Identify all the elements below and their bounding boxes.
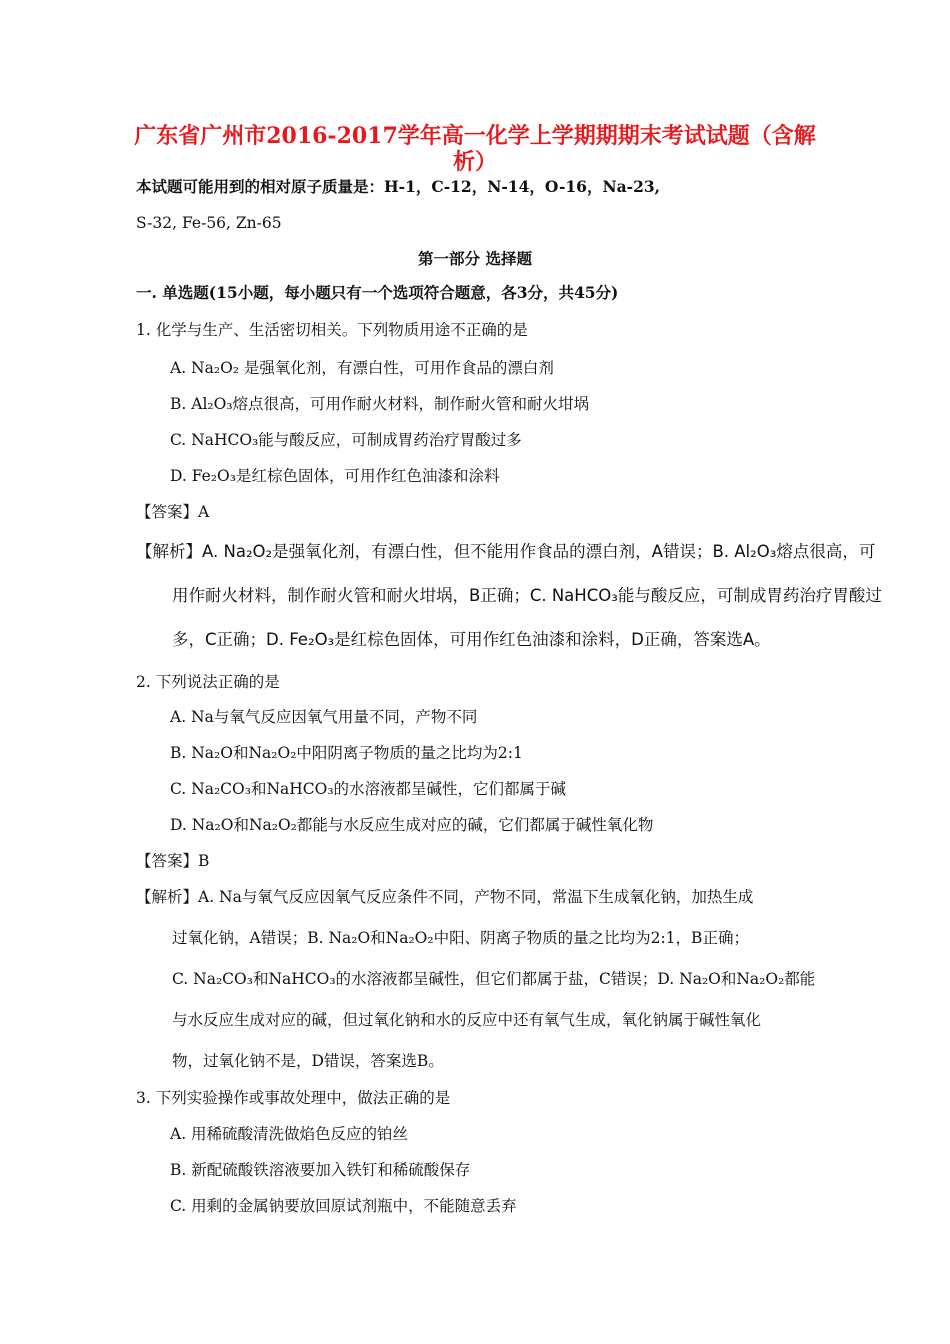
question-1-analysis-line-3: 多，C正确；D. Fe₂O₃是红棕色固体，可用作红色油漆和涂料，D正确，答案选A。 [172,630,771,649]
question-2-analysis-line-2: 过氧化钠，A错误；B. Na₂O和Na₂O₂中阳、阴离子物质的量之比均为2:1，B正确； [172,929,749,947]
question-1-option-c: C. NaHCO₃能与酸反应，可制成胃药治疗胃酸过多 [170,431,522,449]
question-2-answer: 【答案】B [136,852,210,870]
question-2-option-b: B. Na₂O和Na₂O₂中阳阴离子物质的量之比均为2:1 [170,744,523,762]
question-3-stem: 3. 下列实验操作或事故处理中，做法正确的是 [136,1089,451,1107]
atomic-mass-intro: 本试题可能用到的相对原子质量是：H-1，C-12，N-14，O-16，Na-23, [136,177,661,196]
question-2-analysis-line-5: 物，过氧化钠不是，D错误，答案选B。 [172,1052,444,1070]
question-3-option-b: B. 新配硫酸铁溶液要加入铁钉和稀硫酸保存 [170,1161,471,1179]
section-part-heading: 第一部分 选择题 [418,249,532,268]
question-1-analysis-line-1: 【解析】A. Na₂O₂是强氧化剂，有漂白性，但不能用作食品的漂白剂，A错误；B. Al₂O₃熔点很高，可 [136,542,876,561]
question-1-option-b: B. Al₂O₃熔点很高，可用作耐火材料，制作耐火管和耐火坩埚 [170,395,590,413]
question-1-stem: 1. 化学与生产、生活密切相关。下列物质用途不正确的是 [136,321,528,339]
question-1-analysis-line-2: 用作耐火材料，制作耐火管和耐火坩埚，B正确；C. NaHCO₃能与酸反应，可制成胃药治疗胃酸过 [172,586,882,605]
question-2-analysis-line-3: C. Na₂CO₃和NaHCO₃的水溶液都呈碱性，但它们都属于盐，C错误；D. Na₂O和Na₂O₂都能 [172,970,816,988]
question-2-option-d: D. Na₂O和Na₂O₂都能与水反应生成对应的碱，它们都属于碱性氧化物 [170,816,654,834]
question-2-option-a: A. Na与氧气反应因氧气用量不同，产物不同 [170,708,478,726]
atomic-mass-intro-cont: S-32, Fe-56, Zn-65 [136,214,282,232]
document-title-line-1: 广东省广州市2016-2017学年高一化学上学期期期末考试试题（含解 [134,123,816,149]
question-2-option-c: C. Na₂CO₃和NaHCO₃的水溶液都呈碱性，它们都属于碱 [170,780,567,798]
question-1-option-d: D. Fe₂O₃是红棕色固体，可用作红色油漆和涂料 [170,467,500,485]
section-heading: 一. 单选题(15小题，每小题只有一个选项符合题意，各3分，共45分) [136,283,619,302]
question-3-option-c: C. 用剩的金属钠要放回原试剂瓶中，不能随意丢弃 [170,1197,517,1215]
question-2-analysis-line-4: 与水反应生成对应的碱，但过氧化钠和水的反应中还有氧气生成，氧化钠属于碱性氧化 [172,1011,762,1029]
question-2-stem: 2. 下列说法正确的是 [136,673,280,691]
document-title-line-2: 析） [452,149,497,175]
question-1-option-a: A. Na₂O₂ 是强氧化剂，有漂白性，可用作食品的漂白剂 [170,359,554,377]
question-3-option-a: A. 用稀硫酸清洗做焰色反应的铂丝 [170,1125,409,1143]
question-2-analysis-line-1: 【解析】A. Na与氧气反应因氧气反应条件不同，产物不同，常温下生成氧化钠，加热生成 [136,888,754,906]
question-1-answer: 【答案】A [136,503,210,521]
